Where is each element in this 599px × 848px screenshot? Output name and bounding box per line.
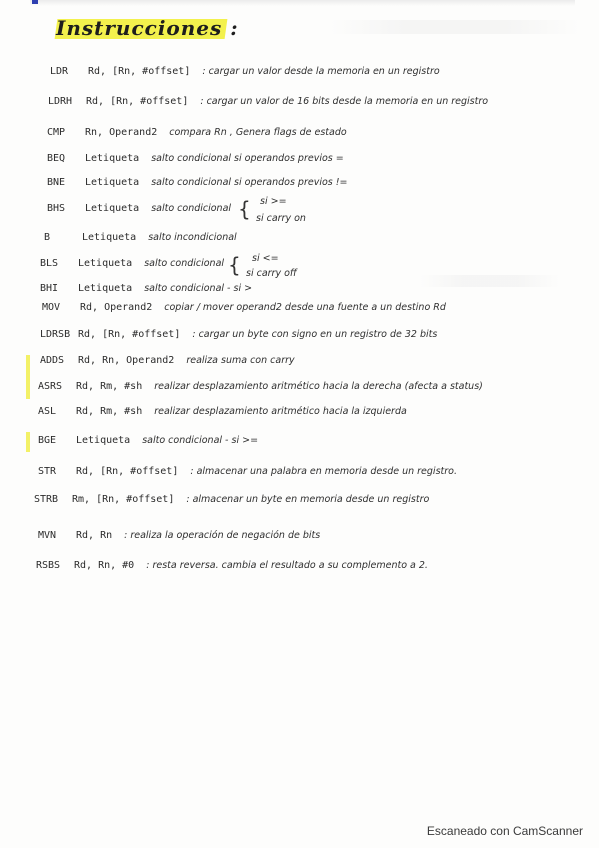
instruction-mnemonic: ASRS — [38, 381, 63, 392]
margin-highlight — [26, 355, 30, 399]
instruction-operands: Letiqueta — [85, 177, 140, 188]
instruction-line — [38, 530, 320, 542]
instruction-mnemonic: RSBS — [36, 560, 61, 571]
instruction-line — [40, 258, 224, 270]
instruction-operands: Letiqueta — [76, 435, 131, 446]
instruction-description: salto condicional - si >= — [142, 435, 259, 446]
instruction-description: salto condicional si operandos previos != — [151, 177, 348, 188]
title-block — [56, 13, 239, 43]
scan-corner-mark — [32, 0, 38, 4]
instruction-line — [40, 283, 252, 295]
bleed-through-decoration — [330, 20, 580, 34]
instruction-line — [38, 406, 407, 418]
instruction-description: salto condicional - si > — [144, 283, 253, 294]
instruction-operands: Rm, [Rn, #offset] — [72, 494, 175, 505]
instruction-description: : realiza la operación de negación de bits — [124, 530, 321, 541]
bls-condition-note: si <= — [252, 253, 279, 264]
bhs-brace: { — [238, 197, 251, 221]
bls-brace: { — [228, 253, 241, 277]
instruction-line — [34, 494, 429, 506]
instruction-description: : cargar un valor desde la memoria en un registro — [202, 66, 440, 77]
instruction-operands: Rd, Rn, Operand2 — [78, 355, 175, 366]
page-title: Instrucciones : — [56, 16, 239, 40]
instruction-mnemonic: BGE — [38, 435, 57, 446]
instruction-operands: Rd, Rm, #sh — [76, 406, 143, 417]
instruction-line — [47, 177, 348, 189]
instruction-operands: Rn, Operand2 — [85, 127, 158, 138]
instruction-line — [47, 153, 344, 165]
instruction-description: copiar / mover operand2 desde una fuente a un destino Rd — [164, 302, 446, 313]
instruction-mnemonic: CMP — [47, 127, 66, 138]
instruction-operands: Rd, [Rn, #offset] — [78, 329, 181, 340]
instruction-mnemonic: BHI — [40, 283, 59, 294]
instruction-line — [36, 560, 428, 572]
instruction-operands: Rd, [Rn, #offset] — [86, 96, 189, 107]
instruction-operands: Rd, [Rn, #offset] — [76, 466, 179, 477]
instruction-description: salto condicional — [151, 203, 232, 214]
bhs-condition-note: si >= — [260, 196, 287, 207]
instruction-mnemonic: STR — [38, 466, 57, 477]
instruction-mnemonic: BEQ — [47, 153, 66, 164]
instruction-mnemonic: BLS — [40, 258, 59, 269]
instruction-operands: Rd, Rn — [76, 530, 113, 541]
scanner-watermark: Escaneado con CamScanner — [426, 824, 583, 838]
instruction-line — [47, 203, 231, 215]
bhs-condition-note: si carry on — [256, 213, 306, 224]
instruction-description: compara Rn , Genera flags de estado — [169, 127, 347, 138]
instruction-operands: Rd, Operand2 — [80, 302, 153, 313]
instruction-mnemonic: ASL — [38, 406, 57, 417]
instruction-line — [48, 96, 488, 108]
margin-highlight — [26, 432, 30, 452]
instruction-operands: Letiqueta — [85, 153, 140, 164]
instruction-line — [42, 302, 446, 314]
instruction-line — [44, 232, 237, 244]
instruction-mnemonic: MOV — [42, 302, 61, 313]
instruction-description: realiza suma con carry — [186, 355, 295, 366]
instruction-description: realizar desplazamiento aritmético hacia la izquierda — [154, 406, 407, 417]
instruction-mnemonic: B — [44, 232, 51, 243]
instruction-mnemonic: MVN — [38, 530, 57, 541]
instruction-mnemonic: LDR — [50, 66, 69, 77]
bleed-through-decoration — [420, 275, 560, 287]
instruction-mnemonic: LDRH — [48, 96, 73, 107]
instruction-description: : cargar un byte con signo en un registro de 32 bits — [192, 329, 438, 340]
instruction-line — [40, 329, 437, 341]
instruction-mnemonic: BNE — [47, 177, 66, 188]
instruction-description: : cargar un valor de 16 bits desde la memoria en un registro — [200, 96, 489, 107]
instruction-operands: Letiqueta — [78, 283, 133, 294]
instruction-line — [38, 435, 258, 447]
instruction-description: realizar desplazamiento aritmético hacia la derecha (afecta a status) — [154, 381, 483, 392]
instruction-description: salto condicional — [144, 258, 225, 269]
instruction-description: : almacenar un byte en memoria desde un registro — [186, 494, 430, 505]
instruction-line — [50, 66, 440, 78]
instruction-operands: Rd, Rm, #sh — [76, 381, 143, 392]
instruction-mnemonic: LDRSB — [40, 329, 71, 340]
scan-edge — [30, 0, 575, 6]
instruction-operands: Rd, Rn, #0 — [74, 560, 135, 571]
instruction-line — [38, 466, 457, 478]
instruction-operands: Rd, [Rn, #offset] — [88, 66, 191, 77]
instruction-line — [40, 355, 295, 367]
instruction-mnemonic: ADDS — [40, 355, 65, 366]
instruction-description: : resta reversa. cambia el resultado a su complemento a 2. — [146, 560, 428, 571]
instruction-line — [38, 381, 483, 393]
instruction-operands: Letiqueta — [85, 203, 140, 214]
instruction-description: : almacenar una palabra en memoria desde un registro. — [190, 466, 457, 477]
instruction-description: salto condicional si operandos previos = — [151, 153, 344, 164]
instruction-description: salto incondicional — [148, 232, 237, 243]
instruction-operands: Letiqueta — [82, 232, 137, 243]
instruction-operands: Letiqueta — [78, 258, 133, 269]
bls-condition-note: si carry off — [246, 268, 297, 279]
instruction-mnemonic: STRB — [34, 494, 59, 505]
instruction-line — [47, 127, 347, 139]
instruction-mnemonic: BHS — [47, 203, 66, 214]
